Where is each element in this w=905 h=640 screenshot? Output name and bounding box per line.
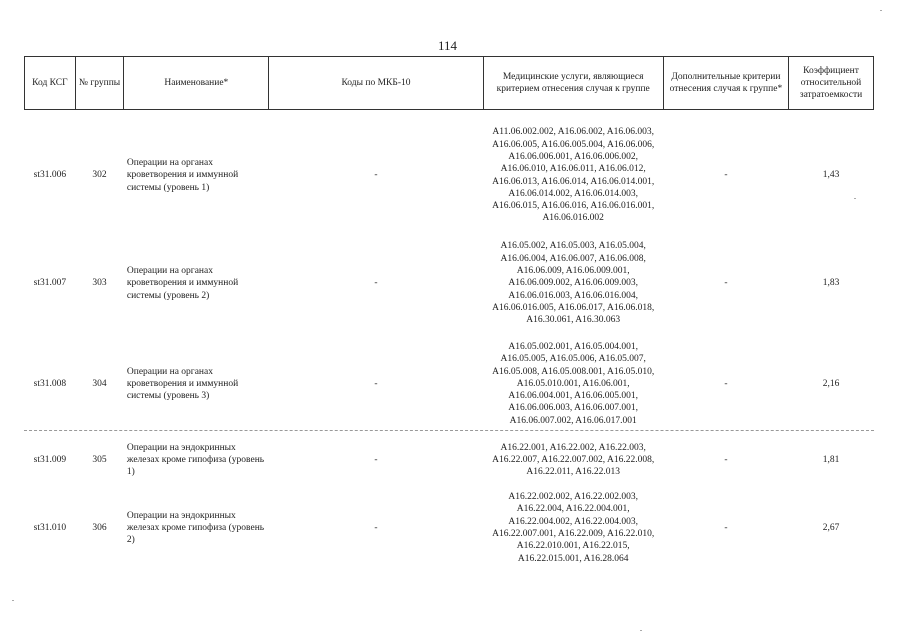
ksg-code: st31.009 — [33, 454, 67, 465]
group-number: 305 — [92, 454, 107, 465]
scan-speck — [12, 600, 14, 601]
group-name: Операции на органах кроветворения и иммунной системы (уровень 2) — [126, 266, 239, 301]
table-row — [25, 235, 874, 332]
table-row — [25, 436, 874, 484]
coefficient: 1,81 — [822, 454, 840, 465]
header-coefficient: Коэффициент относительной затратоемкости — [789, 57, 874, 110]
ksg-table — [24, 56, 874, 572]
header-services: Медицинские услуги, являющиеся критерием отнесения случая к группе — [483, 57, 663, 110]
table-row — [25, 332, 874, 436]
scan-artifact-line — [24, 430, 874, 431]
coefficient: 1,43 — [822, 170, 840, 181]
extra-criteria: - — [724, 278, 728, 289]
extra-criteria: - — [724, 170, 728, 181]
extra-criteria: - — [724, 454, 728, 465]
group-name: Операции на эндокринных железах кроме гипофиза (уровень 1) — [126, 442, 265, 478]
coefficient: 1,83 — [822, 278, 840, 289]
service-codes: A11.06.002.002, A16.06.002, A16.06.003, A16.06.005, A16.06.005.004, A16.06.006, A16.06.006.001, A16.06.006.002, A16.06.010, A16.06.011, A16.06.012, A16.06.013, A16.06.014, A16.06.014.001, A16.06.014.002, A16.06.014.003, A16.06.015, A16.06.016, A16.06.016.001, A16.06.016.002 — [492, 127, 655, 224]
page-number: 114 — [437, 38, 458, 53]
scan-speck — [880, 10, 882, 11]
ksg-code: st31.006 — [33, 170, 67, 181]
ksg-code: st31.010 — [33, 522, 67, 533]
mkb-codes: - — [374, 170, 378, 181]
group-name: Операции на эндокринных железах кроме гипофиза (уровень 2) — [126, 510, 265, 546]
scan-speck — [640, 630, 642, 631]
group-name: Операции на органах кроветворения и иммунной системы (уровень 3) — [126, 366, 239, 402]
group-number: 304 — [92, 378, 107, 389]
table-row — [25, 484, 874, 572]
service-codes: A16.22.001, A16.22.002, A16.22.003, A16.22.007, A16.22.007.002, A16.22.008, A16.22.011, A16.22.013 — [492, 442, 655, 478]
table-row — [25, 116, 874, 235]
table-header-row — [25, 57, 874, 110]
mkb-codes: - — [374, 378, 378, 389]
extra-criteria: - — [724, 378, 728, 389]
scan-speck — [854, 198, 856, 199]
header-group-number: № группы — [75, 57, 124, 110]
mkb-codes: - — [374, 278, 378, 289]
header-extra-criteria: Дополнительные критерии отнесения случая к группе* — [663, 57, 788, 110]
header-name: Наименование* — [124, 57, 269, 110]
group-number: 302 — [92, 170, 107, 181]
ksg-code: st31.007 — [33, 278, 67, 289]
mkb-codes: - — [374, 522, 378, 533]
mkb-codes: - — [374, 454, 378, 465]
ksg-code: st31.008 — [33, 378, 67, 389]
group-name: Операции на органах кроветворения и иммунной системы (уровень 1) — [126, 158, 239, 193]
coefficient: 2,67 — [822, 522, 840, 533]
header-code: Код КСГ — [25, 57, 76, 110]
extra-criteria: - — [724, 522, 728, 533]
coefficient: 2,16 — [822, 378, 840, 389]
service-codes: A16.22.002.002, A16.22.002.003, A16.22.004, A16.22.004.001, A16.22.004.002, A16.22.004.003, A16.22.007.001, A16.22.009, A16.22.010, A16.22.010.001, A16.22.015, A16.22.015.001, A16.28.064 — [492, 492, 655, 564]
service-codes: A16.05.002.001, A16.05.004.001, A16.05.005, A16.05.006, A16.05.007, A16.05.008, A16.05.008.001, A16.05.010, A16.05.010.001, A16.06.001, A16.06.004.001, A16.06.005.001, A16.06.006.003, A16.06.007.001, A16.06.007.002, A16.06.017.001 — [492, 341, 655, 426]
group-number: 306 — [92, 522, 107, 533]
service-codes: A16.05.002, A16.05.003, A16.05.004, A16.06.004, A16.06.007, A16.06.008, A16.06.009, A16.06.009.001, A16.06.009.002, A16.06.009.003, A16.06.016.003, A16.06.016.004, A16.06.016.005, A16.06.017, A16.06.018, A16.30.061, A16.30.063 — [492, 241, 655, 326]
header-mkb: Коды по МКБ-10 — [269, 57, 483, 110]
group-number: 303 — [92, 278, 107, 289]
